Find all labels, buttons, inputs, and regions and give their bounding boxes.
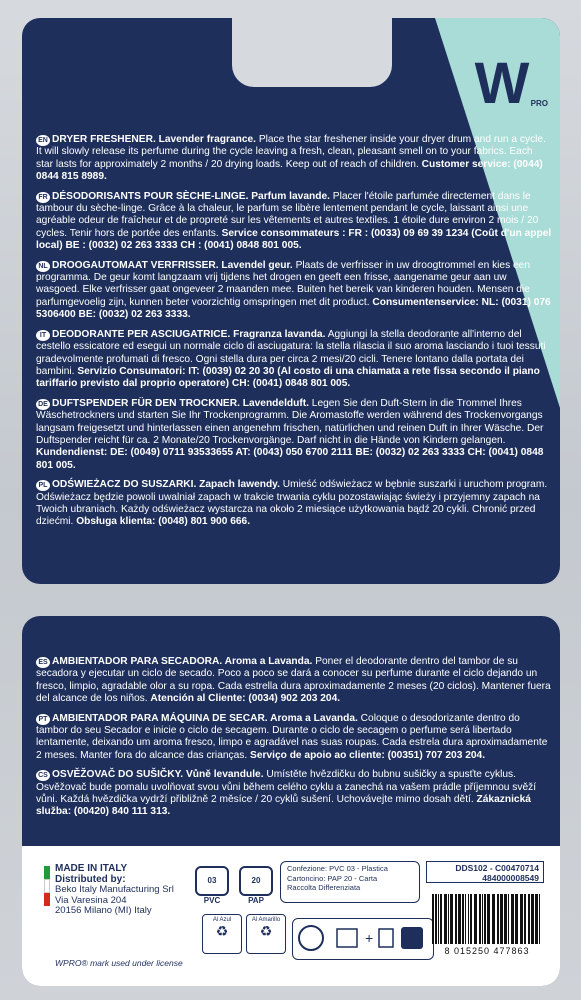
language-badge-icon: PT (36, 714, 50, 725)
section-cs (36, 769, 552, 819)
language-badge-icon: ES (36, 657, 50, 668)
language-badge-icon: PL (36, 480, 50, 491)
section-body: Umístěte hvězdičku do bubnu sušičky a spusťte cyklus. Osvěžovač bude pomalu uvolňovat svou vůni během celého cyklu a zanechá na vašem prádle příjemnou svěží vůni. Každá hvězdička vydrží přibližně 2 měsíce / 20 cyklů sušení. Uchovávejte mimo dosah dětí. (36, 769, 537, 806)
language-badge-icon: FR (36, 192, 50, 203)
language-badge-icon: IT (36, 330, 50, 341)
card-notch (232, 18, 392, 87)
customer-service: Customer service: (0044) 0844 815 8989. (36, 158, 543, 183)
bin-yellow-icon: Al Amarillo ♻ (246, 914, 286, 954)
section-body: Umieść odświeżacz w bębnie suszarki i uruchom program. Odświeżacz będzie powoli uwalniał zapach w trakcie trwania cyklu pozostawiając świeży i przyjemny zapach na Twoich ubraniach. Każdy odświeżacz wystarcza na około 2 miesiące użytkowania bądź 20 cykli. Chronić przed dziećmi. (36, 479, 548, 528)
section-es (36, 656, 552, 706)
bin-blue-icon: Al Azul ♻ (202, 914, 242, 954)
section-nl (36, 260, 552, 322)
section-title: ODŚWIEŻACZ DO SUSZARKI. Zapach lawendy. (52, 479, 280, 491)
section-title: AMBIENTADOR PARA SECADORA. Aroma a Lavanda. (52, 656, 313, 667)
sorting-icons (292, 918, 434, 960)
section-fr (36, 191, 552, 253)
product-codes: DDS102 - C00470714 484000008549 (426, 861, 544, 883)
section-title: AMBIENTADOR PARA MÁQUINA DE SECAR. Aroma a Lavanda. (52, 712, 358, 724)
section-pl (36, 479, 552, 529)
section-pt (36, 713, 552, 763)
section-body: Legen Sie den Duft-Stern in die Trommel Ihres Wäschetrockners und starten Sie Ihr Trockenprogramm. Die Aromastoffe werden während des Trockenvorgangs langsam freigesetzt und hinterlassen einen angenehm frischen, natürlichen und reinen Duft in Ihrer Wäsche. Der Duftspender reicht für ca. 2 Monate/20 Trockenvorgänge. Darf nicht in die Hände von Kindern gelangen. (36, 397, 544, 446)
sorting-pictogram (293, 919, 430, 956)
footer-panel (22, 846, 560, 986)
customer-service: Servizio Consumatori: IT: (0039) 02 20 30 (Al costo di una chiamata a rete fissa secondo il piano tariffario previsto dal proprio operatore) CH: (0041) 0848 801 005. (36, 365, 540, 390)
section-title: DEODORANTE PER ASCIUGATRICE. Fragranza lavanda. (52, 328, 326, 340)
section-title: DRYER FRESHENER. Lavender fragrance. (52, 134, 256, 145)
section-body: Plaats de verfrisser in uw droogtrommel en kies een programma. De geur komt langzaam vrij tijdens het drogen en geeft een frisse, aangename geur aan uw wasgoed. Elke verfrisser gaat ongeveer 2 maanden mee. Buiten het bereik van kinderen houden. Mensen die parfumgevoelig zijn, kunnen beter voorzichtig omspringen met dit product. (36, 259, 531, 308)
customer-service: Obsługa klienta: (0048) 801 900 666. (76, 516, 251, 528)
section-body: Coloque o desodorizante dentro do tambor do seu Secador e inicie o ciclo de secagem. Durante o ciclo de secagem o perfume será libertado lentamente, deixando um aroma fresco, limpo e agradável nas suas roupas. Cada estrela dura aproximadamente 2 meses. Manter fora do alcance das crianças. (36, 712, 548, 761)
language-badge-icon: EN (36, 135, 50, 146)
svg-text:+: + (365, 930, 374, 946)
barcode-number: 8 015250 477863 (444, 946, 530, 956)
section-title: DUFTSPENDER FÜR DEN TROCKNER. Lavendelduft. (52, 397, 309, 409)
customer-service: Service consommateurs : FR : (0033) 09 69 39 1234 (Coût d'un appel local) BE : (0032) 02 263 3333 CH : (0041) 0848 801 005. (36, 227, 552, 252)
card-bottom (22, 616, 560, 986)
barcode (428, 894, 546, 962)
language-badge-icon: NL (36, 261, 50, 272)
language-badge-icon: DE (36, 399, 50, 410)
section-body: Placer l'étoile parfumée directement dans le tambour du sèche-linge. Grâce à la chaleur, le parfum se libère lentement pendant le cycle, laissant ainsi une agréable odeur de fraîcheur et de propreté sur les vêtements et autres textiles. 1 étoile dure environ 2 mois / 20 cycles. Tenir hors de portée des enfants. (36, 190, 539, 239)
language-badge-icon: CS (36, 770, 50, 781)
section-de (36, 398, 552, 472)
instructions-top (36, 134, 552, 536)
packaging-info: Confezione: PVC 03 - Plastica Cartoncino: PAP 20 - Carta Raccolta Differenziata (280, 861, 420, 903)
customer-service: Zákaznická služba: (00420) 840 111 313. (36, 794, 531, 818)
section-body: Aggiungi la stella deodorante all'interno del cestello essicatore ed esegui un normale ciclo di asciugatura: la stella rilascia il suo aroma lasciando i tuoi tessuti gradevolmente profumati di fresco. Ogni stella dura per circa 2 mesi/20 cicli. Tenere lontano dalla portata dei bambini. (36, 328, 546, 377)
italy-flag-icon (44, 866, 50, 906)
customer-service: Kundendienst: DE: (0049) 0711 93533655 AT: (0043) 050 6700 2111 BE: (0032) 02 263 3333 CH: (0041) 0848 801 005. (36, 447, 544, 471)
barcode-bars (428, 894, 546, 946)
customer-service: Atención al Cliente: (0034) 902 203 204. (150, 693, 341, 705)
customer-service: Consumentenservice: NL: (0031) 076 5306400 BE: (0032) 02 263 3333. (36, 296, 551, 321)
section-title: DROOGAUTOMAAT VERFRISSER. Lavendel geur. (52, 259, 293, 271)
card-top (22, 18, 560, 584)
customer-service: Serviço de apoio ao cliente: (00351) 707 203 204. (250, 749, 486, 761)
wpro-logo: W PRO (474, 51, 548, 116)
section-en (36, 134, 552, 184)
recycle-pap-icon: 20 PAP (234, 866, 278, 905)
section-title: OSVĚŽOVAČ DO SUŠIČKY. Vůně levandule. (52, 769, 264, 781)
section-body: Place the star freshener inside your dryer drum and run a cycle. It will slowly release its perfume during the cycle leaving a fresh, clean, pleasant smell on to your fabrics. Each star lasts for approximately 2 months / 20 drying loads. Keep out of reach of children. (36, 134, 546, 170)
section-body: Poner el deodorante dentro del tambor de su secadora y ejecutar un ciclo de secado. Poco a poco se dará a conocer su perfume durante el ciclo dejando un fresco, limpio, agradable olor a su ropa. Cada estrella dura aproximadamente 2 meses (20 ciclos). Mantener fuera del alcance de los niños. (36, 656, 551, 705)
section-it (36, 329, 552, 391)
manufacturer-info: MADE IN ITALY Distributed by: Beko Italy Manufacturing Srl Via Varesina 204 20156 Milano (MI) Italy (55, 863, 174, 916)
section-title: DÉSODORISANTS POUR SÈCHE-LINGE. Parfum lavande. (52, 190, 330, 202)
license-note: WPRO® mark used under license (55, 958, 183, 968)
recycle-pvc-icon: 03 PVC (190, 866, 234, 905)
instructions-bottom (36, 656, 552, 826)
